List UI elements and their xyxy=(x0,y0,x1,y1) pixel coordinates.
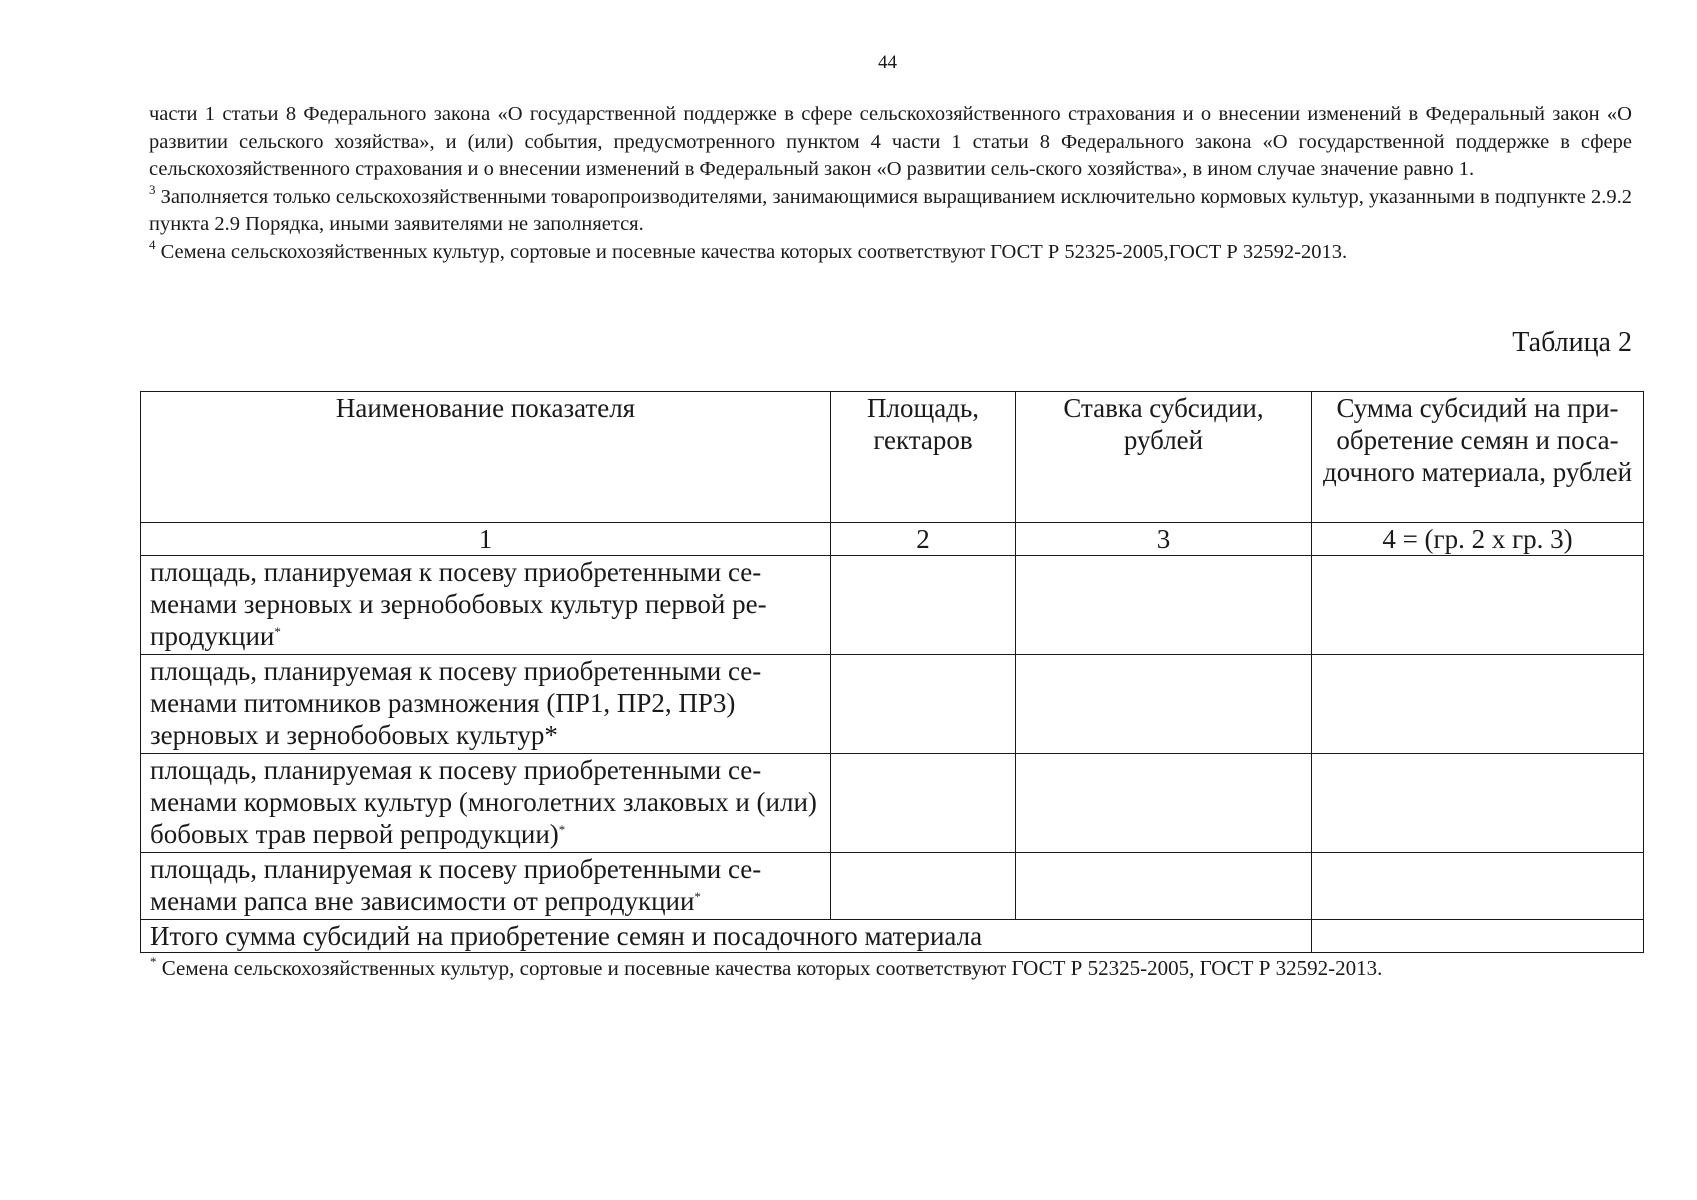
note-3 xyxy=(149,181,1632,239)
header-rate: Ставка субсидии, рублей xyxy=(1016,392,1312,523)
area-cell xyxy=(831,754,1016,853)
total-row xyxy=(141,920,1644,953)
footnotes-block xyxy=(149,101,1632,266)
sum-cell xyxy=(1312,655,1644,754)
header-indicator-name: Наименование показателя xyxy=(141,392,831,523)
row-label-text: площадь, планируемая к посеву приобретенными се-менами рапса вне зависимости от репродукции xyxy=(150,854,762,916)
rate-cell xyxy=(1016,754,1312,853)
table-caption: Таблица 2 xyxy=(1512,327,1632,358)
sum-cell xyxy=(1312,556,1644,655)
note-4 xyxy=(149,236,1632,267)
sum-cell xyxy=(1312,754,1644,853)
row-label-text: площадь, планируемая к посеву приобретенными се-менами питомников размножения (ПР1, ПР2, ПР3) зерновых и зернобобовых культур* xyxy=(150,656,762,750)
area-cell xyxy=(831,556,1016,655)
row-label-mark: * xyxy=(274,624,281,639)
footnote-text: Семена сельскохозяйственных культур, сортовые и посевные качества которых соответствуют ГОСТ Р 52325-2005, ГОСТ Р 32592-2013. xyxy=(161,956,1383,980)
note-4-marker: 4 xyxy=(149,236,156,252)
area-cell xyxy=(831,853,1016,920)
table-row xyxy=(141,655,1644,754)
note-3-text: Заполняется только сельскохозяйственными товаропроизводителями, занимающимися выращиванием исключительно кормовых культур, указанными в подпункте 2.9.2 пункта 2.9 Порядка, иными заявителями не заполняется. xyxy=(149,185,1632,235)
page-number: 44 xyxy=(878,52,897,73)
table-header-row xyxy=(141,392,1644,523)
rate-cell xyxy=(1016,556,1312,655)
rate-cell xyxy=(1016,655,1312,754)
row-label xyxy=(141,853,831,920)
total-sum-cell xyxy=(1312,920,1644,953)
column-number: 2 xyxy=(831,523,1016,556)
note-4-text: Семена сельскохозяйственных культур, сортовые и посевные качества которых соответствуют ГОСТ Р 52325-2005,ГОСТ Р 32592-2013. xyxy=(160,240,1348,263)
footnote-marker: * xyxy=(150,954,157,969)
row-label xyxy=(141,556,831,655)
area-cell xyxy=(831,655,1016,754)
row-label-text: площадь, планируемая к посеву приобретенными се-менами кормовых культур (многолетних злаковых и (или) бобовых трав первой репродукции) xyxy=(150,755,817,849)
table-row xyxy=(141,556,1644,655)
table-footnote xyxy=(150,954,1382,982)
column-number: 3 xyxy=(1016,523,1312,556)
subsidy-table xyxy=(140,391,1644,953)
header-sum: Сумма субсидий на при-обретение семян и поса-дочного материала, рублей xyxy=(1312,392,1644,523)
note-3-marker: 3 xyxy=(149,181,156,197)
rate-cell xyxy=(1016,853,1312,920)
column-number: 1 xyxy=(141,523,831,556)
header-area: Площадь, гектаров xyxy=(831,392,1016,523)
table-row xyxy=(141,754,1644,853)
note-continuation: части 1 статьи 8 Федерального закона «О государственной поддержке в сфере сельскохозяйственного страхования и о внесении изменений в Федеральный закон «О развитии сельского хозяйства», и (или) события, предусмотренного пунктом 4 части 1 статьи 8 Федерального закона «О государственной поддержке в сфере сельскохозяйственного страхования и о внесении изменений в Федеральный закон «О развитии сель-ского хозяйства», в ином случае значение равно 1. xyxy=(149,103,1632,180)
column-numbers-row xyxy=(141,523,1644,556)
row-label xyxy=(141,655,831,754)
total-label: Итого сумма субсидий на приобретение семян и посадочного материала xyxy=(141,920,1312,953)
row-label xyxy=(141,754,831,853)
column-number: 4 = (гр. 2 х гр. 3) xyxy=(1312,523,1644,556)
row-label-mark: * xyxy=(694,889,701,904)
row-label-mark: * xyxy=(558,822,566,837)
row-label-text: площадь, планируемая к посеву приобретенными се-менами зерновых и зернобобовых культур первой ре-продукции xyxy=(150,557,767,651)
sum-cell xyxy=(1312,853,1644,920)
table-row xyxy=(141,853,1644,920)
